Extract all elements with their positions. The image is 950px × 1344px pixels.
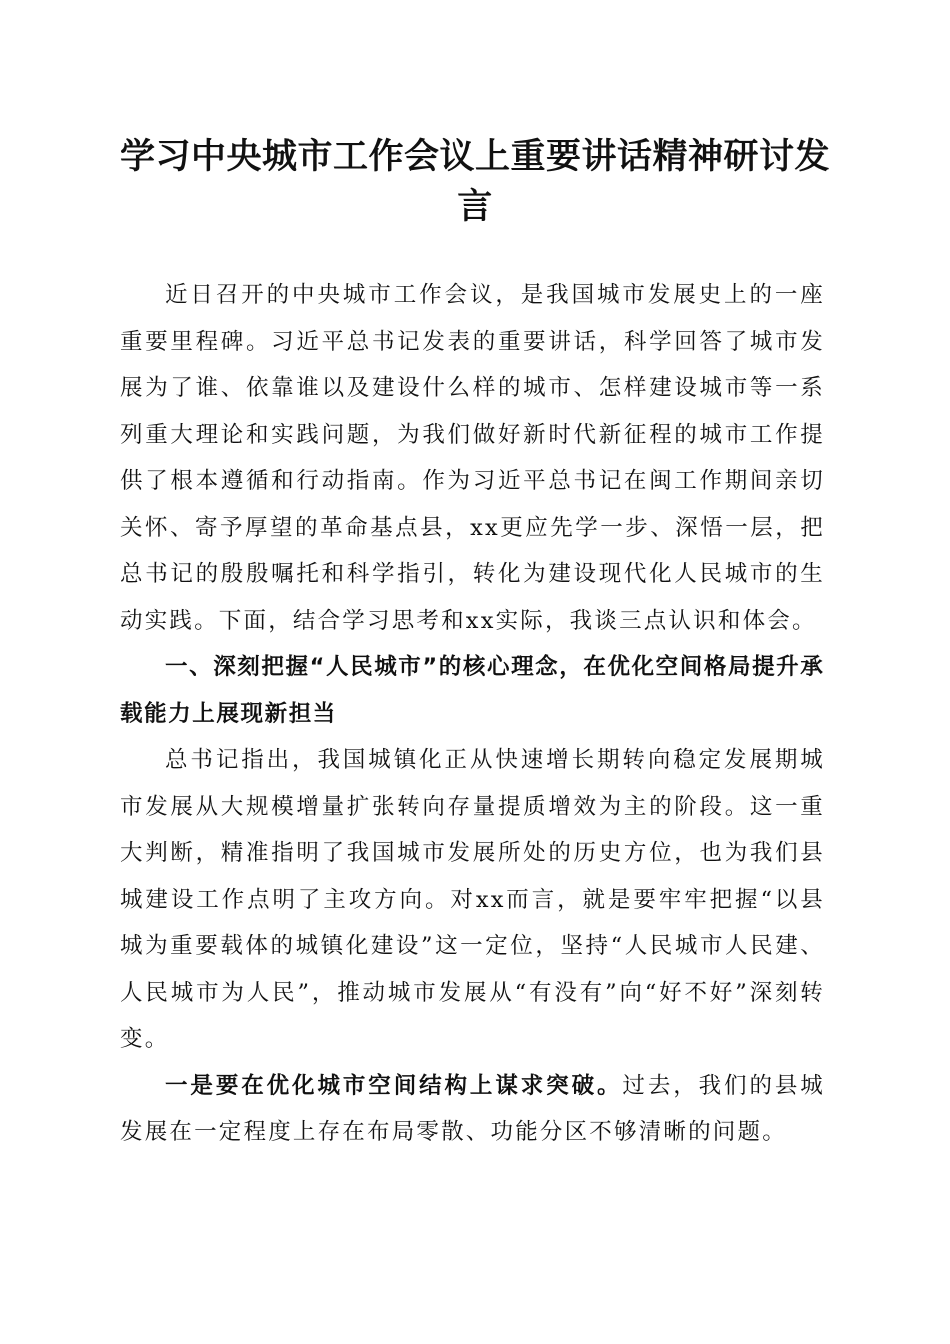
point-1-lead: 一是要在优化城市空间结构上谋求突破。 xyxy=(165,1072,623,1099)
section-1-point-1 xyxy=(120,1063,825,1156)
document-body xyxy=(120,272,825,1156)
intro-paragraph: 近日召开的中央城市工作会议，是我国城市发展史上的一座重要里程碑。习近平总书记发表的重要讲话，科学回答了城市发展为了谁、依靠谁以及建设什么样的城市、怎样建设城市等一系列重大理论和实践问题，为我们做好新时代新征程的城市工作提供了根本遵循和行动指南。作为习近平总书记在闽工作期间亲切关怀、寄予厚望的革命基点县，xx更应先学一步、深悟一层，把总书记的殷殷嘱托和科学指引，转化为建设现代化人民城市的生动实践。下面，结合学习思考和xx实际，我谈三点认识和体会。 xyxy=(120,282,825,634)
section-1-paragraph: 总书记指出，我国城镇化正从快速增长期转向稳定发展期城市发展从大规模增量扩张转向存量提质增效为主的阶段。这一重大判断，精准指明了我国城市发展所处的历史方位，也为我们县城建设工作点明了主攻方向。对xx而言，就是要牢牢把握“以县城为重要载体的城镇化建设”这一定位，坚持“人民城市人民建、人民城市为人民”，推动城市发展从“有没有”向“好不好”深刻转变。 xyxy=(120,747,825,1052)
section-1-heading: 一、深刻把握“人民城市”的核心理念，在优化空间格局提升承载能力上展现新担当 xyxy=(120,654,825,727)
point-1-text: 过去，我们的县城发展在一定程度上存在布局零散、功能分区不够清晰的问题。 xyxy=(120,1072,825,1145)
document-title: 学习中央城市工作会议上重要讲话精神研讨发言 xyxy=(119,136,830,227)
